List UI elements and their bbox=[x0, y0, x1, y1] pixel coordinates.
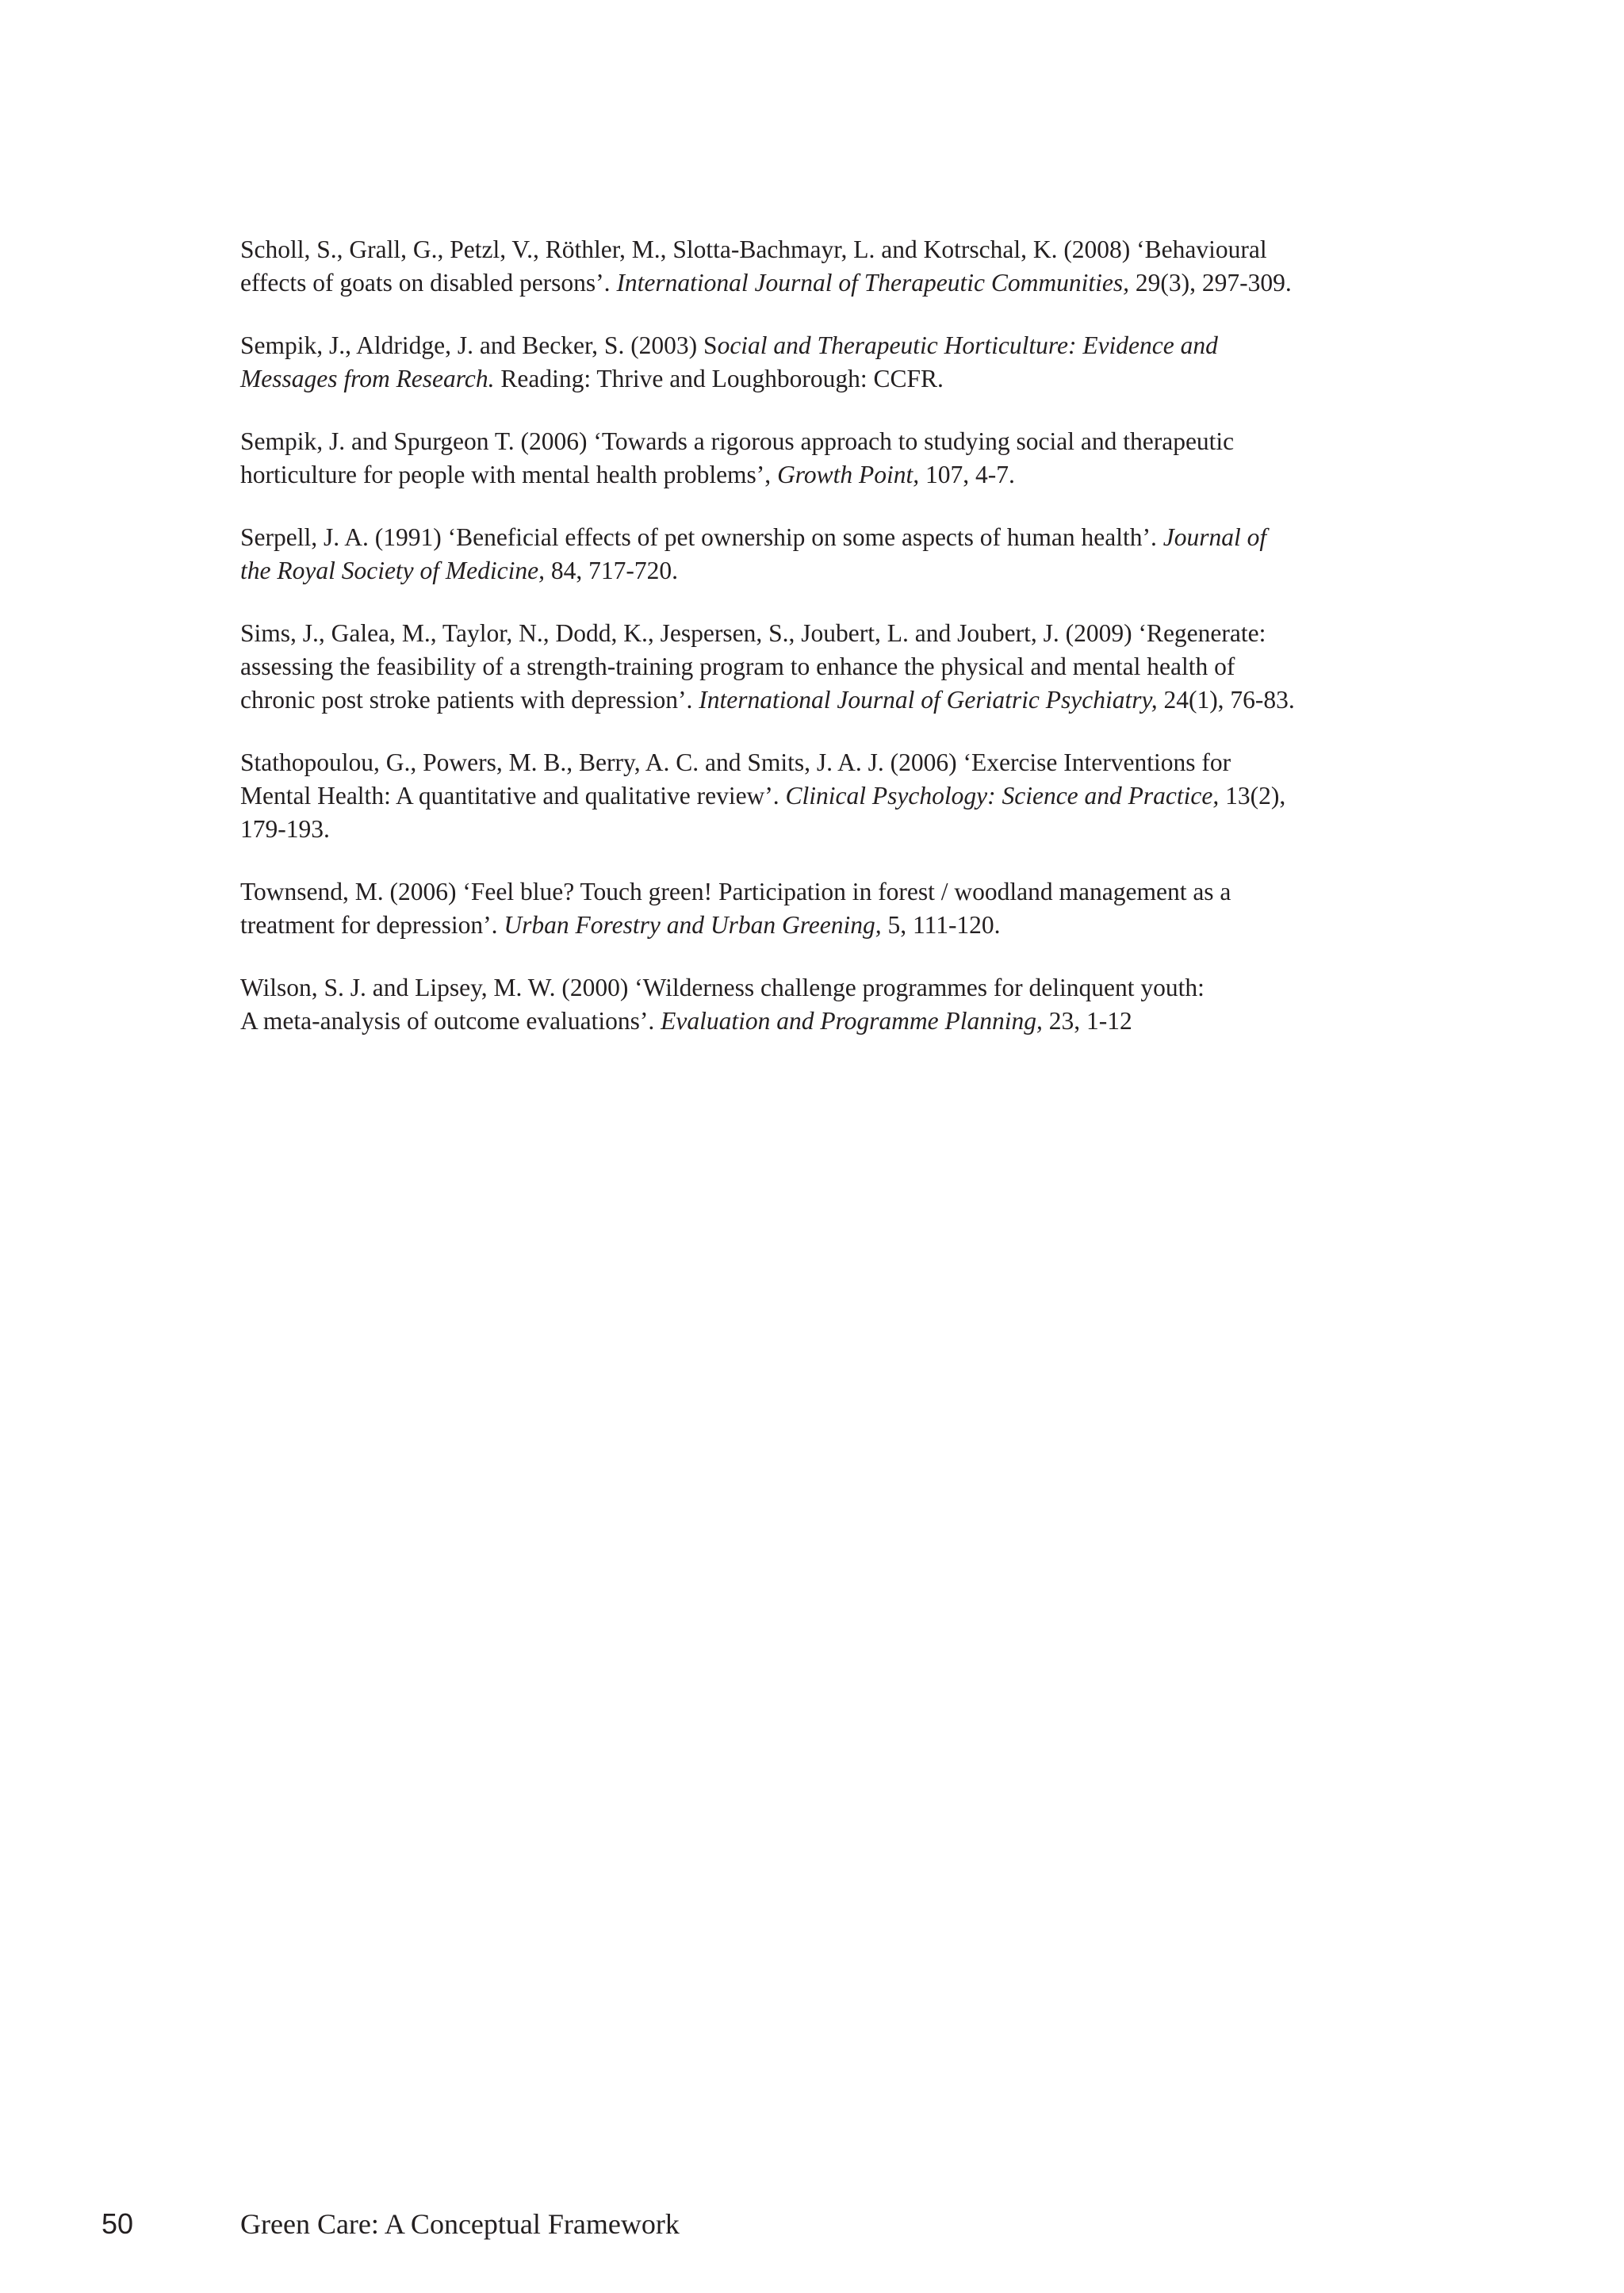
reference-line bbox=[240, 909, 1398, 942]
reference-italic-text: Growth Point, bbox=[777, 461, 920, 488]
reference-italic-text: Journal of bbox=[1162, 523, 1267, 551]
reference-line bbox=[240, 266, 1398, 300]
reference-entry bbox=[240, 746, 1398, 846]
reference-line bbox=[240, 329, 1398, 362]
reference-line bbox=[240, 875, 1398, 909]
reference-italic-text: Urban Forestry and Urban Greening, bbox=[504, 911, 882, 939]
reference-line bbox=[240, 971, 1398, 1005]
reference-line bbox=[240, 425, 1398, 458]
reference-line bbox=[240, 683, 1398, 717]
reference-entry bbox=[240, 521, 1398, 588]
reference-text: 107, 4-7. bbox=[919, 461, 1015, 488]
reference-text: Reading: Thrive and Loughborough: CCFR. bbox=[494, 365, 944, 392]
reference-entry bbox=[240, 875, 1398, 942]
reference-line bbox=[240, 617, 1398, 650]
reference-text: 13(2), bbox=[1219, 782, 1286, 810]
reference-text: Serpell, J. A. (1991) ‘Beneficial effects of pet ownership on some aspects of human health’. bbox=[240, 523, 1163, 551]
reference-text: Townsend, M. (2006) ‘Feel blue? Touch green! Participation in forest / woodland management as a bbox=[240, 878, 1231, 905]
footer-title: Green Care: A Conceptual Framework bbox=[240, 2208, 680, 2240]
reference-text: A meta-analysis of outcome evaluations’. bbox=[240, 1007, 661, 1035]
reference-text: Stathopoulou, G., Powers, M. B., Berry, A. C. and Smits, J. A. J. (2006) ‘Exercise Interventions for bbox=[240, 748, 1231, 776]
reference-list bbox=[240, 233, 1398, 1067]
reference-text: treatment for depression’. bbox=[240, 911, 504, 939]
reference-text: 84, 717-720. bbox=[544, 557, 678, 584]
reference-line bbox=[240, 521, 1398, 554]
reference-italic-text: the Royal Society of Medicine, bbox=[240, 557, 545, 584]
reference-entry bbox=[240, 329, 1398, 396]
reference-line bbox=[240, 458, 1398, 492]
reference-italic-text: International Journal of Geriatric Psychiatry, bbox=[699, 686, 1158, 714]
reference-text: 29(3), 297-309. bbox=[1129, 269, 1292, 297]
reference-text: 179-193. bbox=[240, 815, 330, 843]
reference-italic-text: Evaluation and Programme Planning, bbox=[661, 1007, 1043, 1035]
reference-text: Wilson, S. J. and Lipsey, M. W. (2000) ‘Wilderness challenge programmes for delinquent youth: bbox=[240, 974, 1205, 1001]
reference-text: 23, 1-12 bbox=[1042, 1007, 1132, 1035]
reference-text: effects of goats on disabled persons’. bbox=[240, 269, 617, 297]
reference-entry bbox=[240, 617, 1398, 717]
reference-text: assessing the feasibility of a strength-training program to enhance the physical and mental health of bbox=[240, 653, 1235, 680]
reference-line bbox=[240, 746, 1398, 779]
reference-line bbox=[240, 362, 1398, 396]
reference-line bbox=[240, 1005, 1398, 1038]
reference-line bbox=[240, 650, 1398, 683]
reference-entry bbox=[240, 971, 1398, 1038]
reference-line bbox=[240, 779, 1398, 813]
reference-italic-text: Messages from Research. bbox=[240, 365, 495, 392]
reference-text: Sempik, J. and Spurgeon T. (2006) ‘Towards a rigorous approach to studying social and therapeutic bbox=[240, 427, 1235, 455]
reference-line bbox=[240, 554, 1398, 588]
page-number: 50 bbox=[102, 2207, 134, 2240]
reference-entry bbox=[240, 425, 1398, 492]
reference-entry bbox=[240, 233, 1398, 300]
reference-text: Sempik, J., Aldridge, J. and Becker, S. (2003) S bbox=[240, 331, 718, 359]
reference-text: 5, 111-120. bbox=[881, 911, 1001, 939]
reference-italic-text: ocial and Therapeutic Horticulture: Evidence and bbox=[717, 331, 1218, 359]
reference-line bbox=[240, 233, 1398, 266]
reference-text: Mental Health: A quantitative and qualitative review’. bbox=[240, 782, 786, 810]
reference-italic-text: Clinical Psychology: Science and Practice, bbox=[785, 782, 1220, 810]
reference-text: horticulture for people with mental health problems’, bbox=[240, 461, 778, 488]
reference-text: 24(1), 76-83. bbox=[1157, 686, 1295, 714]
reference-text: Scholl, S., Grall, G., Petzl, V., Röthler, M., Slotta-Bachmayr, L. and Kotrschal, K. (2008) ‘Behavioural bbox=[240, 235, 1267, 263]
reference-text: Sims, J., Galea, M., Taylor, N., Dodd, K., Jespersen, S., Joubert, L. and Joubert, J. (2009) ‘Regenerate: bbox=[240, 619, 1266, 647]
reference-italic-text: International Journal of Therapeutic Communities, bbox=[616, 269, 1130, 297]
reference-line bbox=[240, 813, 1398, 846]
reference-text: chronic post stroke patients with depression’. bbox=[240, 686, 699, 714]
